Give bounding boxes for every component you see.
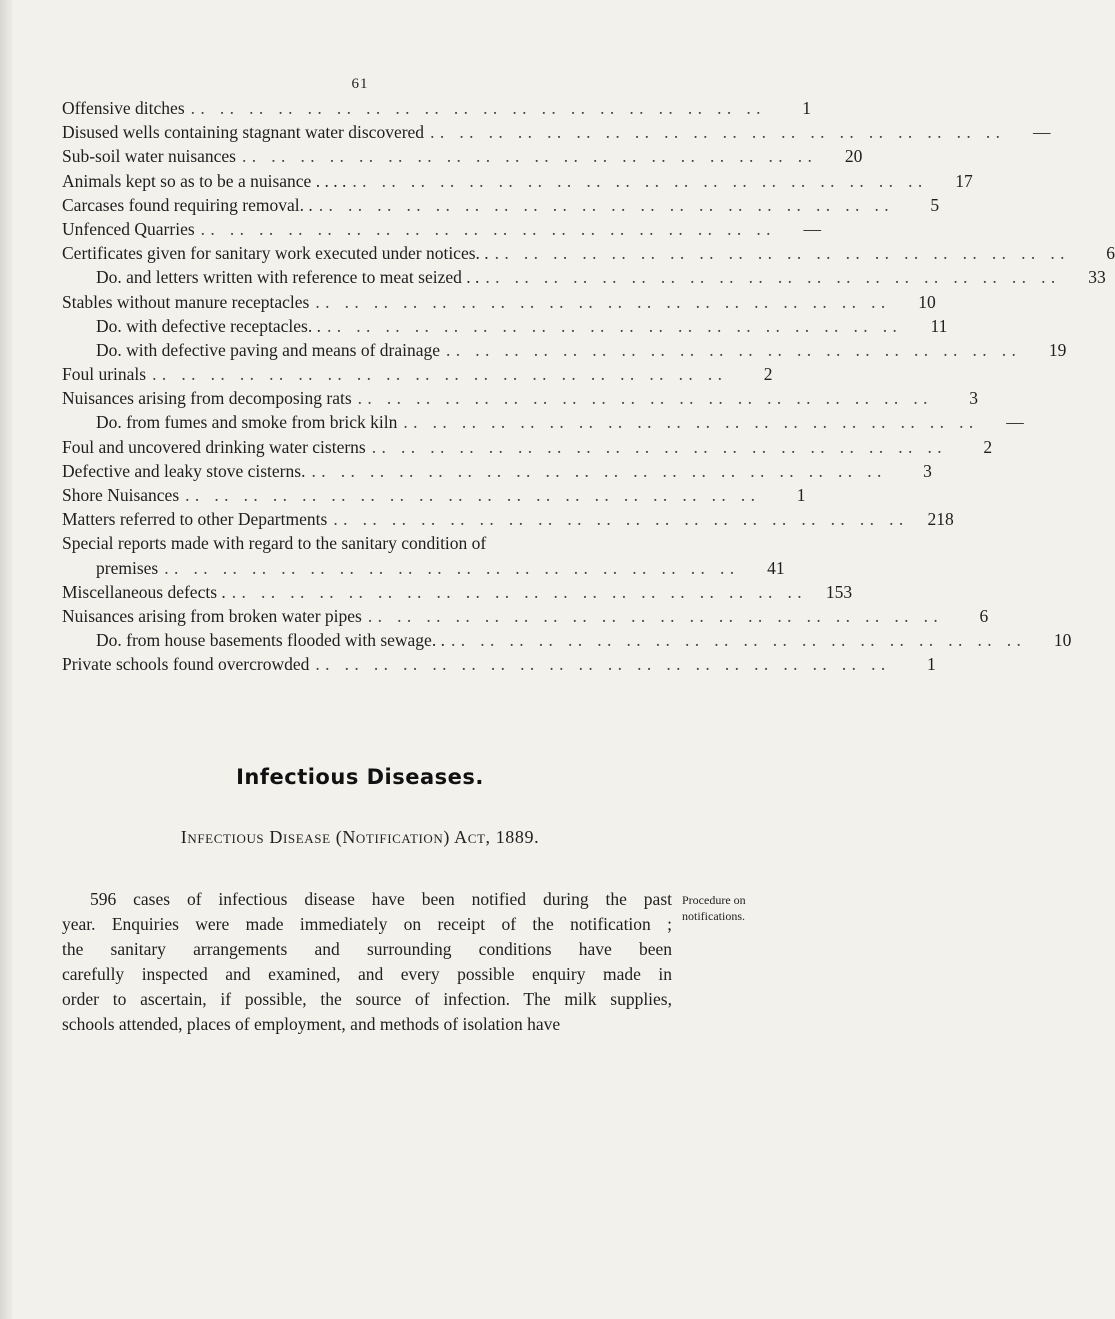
row-label: Certificates given for sanitary work executed under notices. . [62,243,489,264]
leader-dots [397,410,973,434]
row-value: 1 [802,98,812,118]
row-label: Matters referred to other Departments [62,509,328,530]
row-label: Do. from fumes and smoke from brick kiln [96,412,398,433]
table-row [62,120,1051,144]
row-label: Foul and uncovered drinking water cisterns [62,436,366,457]
table-row [62,290,936,314]
paragraph-line: schools attended, places of employment, and methods of isolation have [62,1014,561,1034]
paragraph-line: the sanitary arrangements and surrounding conditions have been [62,939,672,959]
table-row [62,217,822,241]
row-label: Do. and letters written with reference to meat seized . . [96,267,480,288]
table-row [62,580,853,604]
table-row [62,459,932,483]
row-label: premises [96,557,159,578]
leader-dots [489,241,1065,265]
leader-dots [305,459,881,483]
row-value: 153 [825,581,853,602]
leader-dots [158,556,734,580]
row-value: 20 [844,146,863,167]
table-row [62,338,1067,362]
leader-dots [321,314,897,338]
row-value: 6 [1106,243,1115,264]
leader-dots [309,290,885,314]
row-label: Carcases found requiring removal. . [62,194,313,215]
leader-dots [327,507,903,531]
table-row [62,314,948,338]
row-value: 1 [927,654,936,675]
row-label: Disused wells containing stagnant water discovered [62,122,425,143]
page-number: 61 [351,76,369,92]
table-row [62,531,667,555]
table-row [62,169,973,193]
leader-dots [179,483,755,507]
row-value: 41 [767,557,785,578]
section-heading: Infectious Diseases. [236,765,484,789]
paragraph-line: year. Enquiries were made immediately on receipt of the notification ; [62,914,672,934]
leader-dots [352,386,928,410]
row-value: 33 [1088,267,1106,288]
page-binding-edge [0,0,12,1319]
leader-dots [236,144,812,168]
paragraph-line: 596 cases of infectious disease have been notified during the past [90,889,672,909]
row-value: 10 [1053,630,1072,651]
row-value: — [1006,412,1024,433]
nuisance-table [62,96,1115,677]
row-value: 2 [763,364,773,385]
table-row [62,193,940,217]
leader-dots [445,628,1021,652]
leader-dots [185,96,761,120]
row-value: 19 [1048,339,1067,360]
leader-dots [346,169,922,193]
leader-dots [479,265,1055,289]
table-row [62,144,863,168]
table-row [62,265,1106,289]
table-row [62,96,812,120]
row-value: 1 [796,485,806,505]
row-label: Nuisances arising from broken water pipes [62,605,362,626]
table-row [62,483,806,507]
row-label: Sub-soil water nuisances [62,146,236,167]
table-row [62,435,993,459]
row-label: Nuisances arising from decomposing rats [62,388,352,409]
paragraph-line: carefully inspected and examined, and every possible enquiry made in [62,964,672,984]
body-paragraph [62,887,672,1037]
table-row [62,386,979,410]
table-row [62,628,1072,652]
leader-dots [424,120,1000,144]
table-row [62,556,785,580]
row-value: 2 [983,436,993,457]
margin-note [682,892,800,924]
row-label: Stables without manure receptacles [62,291,310,312]
row-value: 6 [979,605,989,626]
leader-dots [195,217,771,241]
leader-dots [440,338,1016,362]
margin-note-line: Procedure on [682,893,746,907]
section-subheading: Infectious Disease (Notification) Act, 1889. [180,827,540,847]
paragraph-line: order to ascertain, if possible, the source of infection. The milk supplies, [62,989,672,1009]
leader-dots [362,604,938,628]
leader-dots [313,193,889,217]
row-label: Foul urinals [62,364,147,385]
leader-dots [366,435,942,459]
row-label: Miscellaneous defects . [62,581,226,602]
leader-dots [146,362,722,386]
row-label: Defective and leaky stove cisterns. [62,460,306,481]
row-value: 3 [923,460,932,481]
row-label: Do. from house basements flooded with sewage. . [96,630,445,651]
row-value: 10 [918,291,936,312]
table-row [62,652,936,676]
leader-dots [226,580,802,604]
row-value: — [1032,122,1051,143]
row-label: Shore Nuisances [62,485,180,505]
table-row [62,410,1024,434]
row-value: 3 [969,388,979,409]
row-value: 5 [930,194,940,215]
row-label: Do. with defective paving and means of drainage [96,339,441,360]
table-row [62,604,989,628]
row-value: 11 [930,315,948,336]
row-label: Offensive ditches [62,98,185,118]
table-row [62,241,1115,265]
table-row [62,362,773,386]
row-value: — [803,218,822,239]
table-row [62,507,954,531]
row-label: Private schools found overcrowded [62,654,310,675]
leader-dots [309,652,885,676]
margin-note-line: notifications. [682,909,745,923]
row-label: Unfenced Quarries [62,218,195,239]
row-value: 17 [955,170,973,191]
row-label: Do. with defective receptacles. . [96,315,321,336]
row-value: 218 [927,509,954,530]
row-label: Animals kept so as to be a nuisance . . . . [62,170,347,191]
row-label: Special reports made with regard to the sanitary condition of [62,533,487,554]
